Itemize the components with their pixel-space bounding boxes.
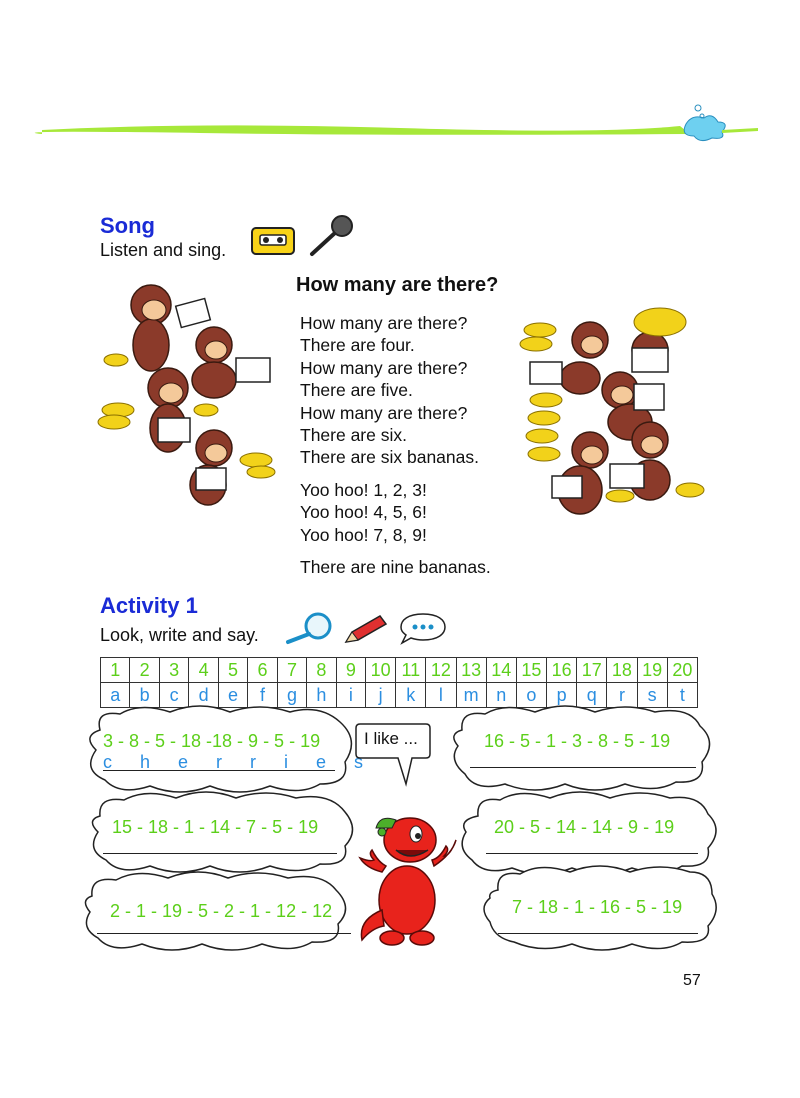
code-letter: f (248, 683, 277, 708)
cloud-code: 20 - 5 - 14 - 14 - 9 - 19 (494, 817, 675, 837)
code-letter: s (637, 683, 667, 708)
song-lyrics (300, 312, 491, 588)
code-letter: l (426, 683, 456, 708)
code-letter: d (189, 683, 218, 708)
header-stripe (0, 100, 800, 150)
lyric-line: How many are there? (300, 357, 468, 378)
code-number: 3 (159, 658, 188, 683)
code-letter: e (218, 683, 247, 708)
lyric-line: Yoo hoo! 7, 8, 9! (300, 524, 427, 545)
song-title: How many are there? (296, 274, 499, 296)
code-number: 18 (607, 658, 637, 683)
answer-line (498, 933, 698, 934)
cassette-icon (250, 224, 296, 256)
code-number: 6 (248, 658, 277, 683)
song-heading: Song (100, 213, 155, 238)
stanza-2 (300, 479, 491, 546)
code-number: 4 (189, 658, 218, 683)
answer-line (486, 853, 698, 854)
code-letter: i (336, 683, 365, 708)
code-number: 20 (667, 658, 697, 683)
code-letter: h (307, 683, 336, 708)
code-number: 7 (277, 658, 306, 683)
code-number: 14 (486, 658, 516, 683)
code-number: 1 (101, 658, 130, 683)
lyric-line: How many are there? (300, 313, 468, 333)
code-letter: t (667, 683, 697, 708)
answer-line (470, 767, 696, 768)
lyric-line: Yoo hoo! 1, 2, 3! (300, 479, 427, 500)
cloud-code: 15 - 18 - 1 - 14 - 7 - 5 - 19 (112, 817, 319, 837)
code-letter: b (130, 683, 159, 708)
page-number: 57 (683, 972, 701, 989)
activity-instruction: Look, write and say. (100, 625, 259, 645)
lyric-line: There are nine bananas. (300, 557, 491, 578)
speech-bubble-text: I like ... (364, 729, 418, 748)
code-number: 10 (366, 658, 396, 683)
code-number: 11 (396, 658, 426, 683)
stanza-3 (300, 556, 491, 578)
dragon-mascot (352, 810, 462, 950)
code-number: 8 (307, 658, 336, 683)
code-letter: n (486, 683, 516, 708)
code-letter: a (101, 683, 130, 708)
code-letter: g (277, 683, 306, 708)
song-instruction: Listen and sing. (100, 240, 227, 260)
lyric-line: There are four. (300, 335, 415, 356)
code-number: 9 (336, 658, 365, 683)
code-number: 5 (218, 658, 247, 683)
code-number: 12 (426, 658, 456, 683)
monkeys-right-illustration (510, 300, 710, 540)
code-number: 17 (577, 658, 607, 683)
cloud-code: 16 - 5 - 1 - 3 - 8 - 5 - 19 (484, 731, 671, 751)
lyric-line: Yoo hoo! 4, 5, 6! (300, 502, 427, 523)
code-number: 15 (516, 658, 546, 683)
code-letter: q (577, 683, 607, 708)
activity-heading: Activity 1 (100, 593, 198, 618)
lyric-line: There are six bananas. (300, 447, 479, 468)
answer-line (103, 770, 335, 771)
lyric-line: There are six. (300, 425, 407, 446)
answer-line (97, 933, 351, 934)
stanza-1 (300, 312, 491, 469)
code-letter: k (396, 683, 426, 708)
cloud-code: 7 - 18 - 1 - 16 - 5 - 19 (512, 897, 683, 917)
code-number: 2 (130, 658, 159, 683)
code-letter: c (159, 683, 188, 708)
code-letter: o (516, 683, 546, 708)
lyric-line: How many are there? (300, 402, 468, 423)
lyric-line: There are five. (300, 380, 413, 401)
magnifier-icon (284, 610, 336, 646)
monkeys-left-illustration (96, 280, 286, 510)
code-numbers-row (101, 658, 698, 683)
code-letter: p (547, 683, 577, 708)
code-letter: m (456, 683, 486, 708)
code-number: 13 (456, 658, 486, 683)
code-letter: r (607, 683, 637, 708)
microphone-icon (306, 214, 358, 258)
cloud-code: 2 - 1 - 19 - 5 - 2 - 1 - 12 - 12 (110, 901, 333, 921)
code-number: 16 (547, 658, 577, 683)
answer-line (103, 853, 337, 854)
speech-bubble-icon (398, 610, 448, 646)
code-number: 19 (637, 658, 667, 683)
cloud-answer: c h e r r i e s (103, 752, 364, 772)
code-letter: j (366, 683, 396, 708)
pencil-icon (342, 612, 388, 646)
cloud-code: 3 - 8 - 5 - 18 -18 - 9 - 5 - 19 (103, 731, 321, 751)
